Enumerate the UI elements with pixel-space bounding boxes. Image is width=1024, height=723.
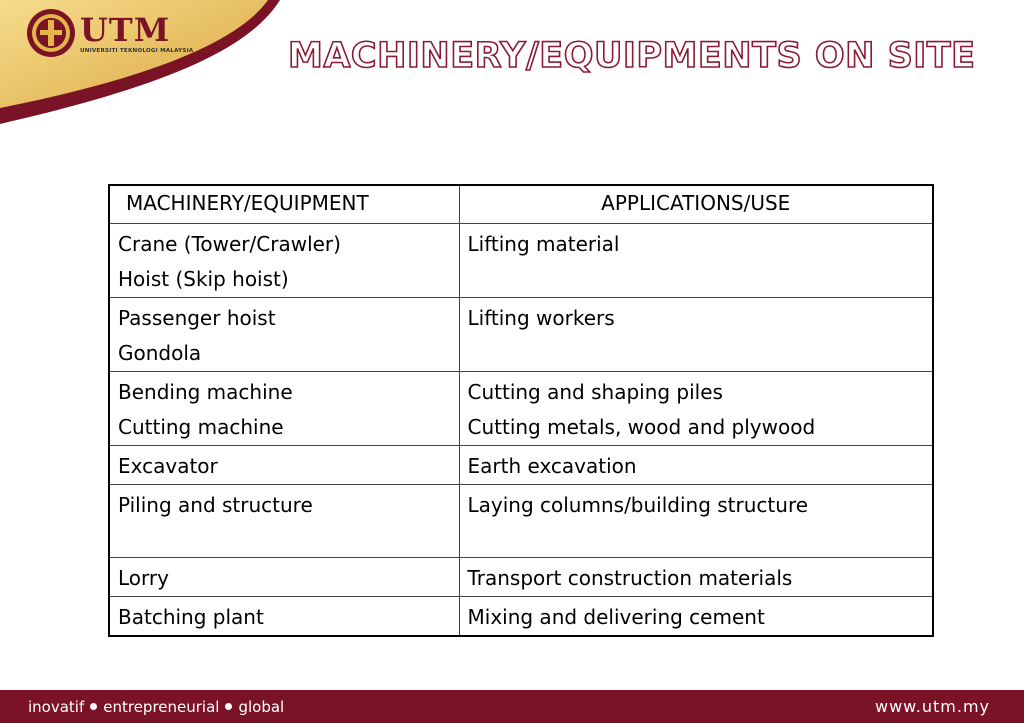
use-text: Laying columns/building structure — [467, 492, 809, 517]
machinery-name: Batching plant — [118, 604, 264, 629]
machinery-table — [108, 184, 934, 637]
tagline-global: global — [238, 697, 285, 716]
machinery-cell — [109, 297, 459, 371]
table-row — [109, 223, 933, 297]
header-machinery: MACHINERY/EQUIPMENT — [109, 185, 459, 223]
table-row — [109, 596, 933, 636]
table-row — [109, 557, 933, 596]
use-text: Lifting material — [467, 231, 620, 256]
use-cell — [459, 596, 933, 636]
table-row — [109, 371, 933, 445]
use-cell — [459, 484, 933, 557]
machinery-name: Gondola — [118, 340, 202, 365]
bullet-dot-icon — [225, 703, 232, 710]
use-text: Cutting metals, wood and plywood — [467, 414, 816, 439]
page-title: MACHINERY/EQUIPMENTS ON SITE — [288, 36, 976, 76]
machinery-cell — [109, 223, 459, 297]
use-text: Earth excavation — [467, 453, 637, 478]
use-text: Cutting and shaping piles — [467, 379, 723, 404]
machinery-cell — [109, 371, 459, 445]
footer-url: www.utm.my — [874, 697, 990, 716]
use-text: Lifting workers — [467, 305, 615, 330]
machinery-cell — [109, 445, 459, 484]
logo-subtitle: UNIVERSITI TEKNOLOGI MALAYSIA — [80, 47, 194, 54]
table-header-row — [109, 185, 933, 223]
machinery-name: Passenger hoist — [118, 305, 276, 330]
footer-bar — [0, 690, 1024, 723]
utm-logo — [26, 8, 193, 58]
footer-tagline — [28, 698, 284, 716]
use-text: Transport construction materials — [467, 565, 793, 590]
use-cell — [459, 445, 933, 484]
machinery-cell — [109, 557, 459, 596]
tagline-inovatif: inovatif — [28, 697, 85, 716]
table-row — [109, 484, 933, 557]
use-cell — [459, 371, 933, 445]
use-cell — [459, 297, 933, 371]
tagline-entrepreneurial: entrepreneurial — [103, 697, 220, 716]
machinery-name: Piling and structure — [118, 492, 313, 517]
machinery-name: Cutting machine — [118, 414, 284, 439]
machinery-name: Excavator — [118, 453, 218, 478]
bullet-dot-icon — [90, 703, 97, 710]
machinery-name: Hoist (Skip hoist) — [118, 266, 289, 291]
machinery-cell — [109, 596, 459, 636]
machinery-cell — [109, 484, 459, 557]
machinery-name: Lorry — [118, 565, 169, 590]
use-text: Mixing and delivering cement — [467, 604, 765, 629]
use-cell — [459, 557, 933, 596]
header-applications: APPLICATIONS/USE — [459, 185, 933, 223]
machinery-name: Bending machine — [118, 379, 293, 404]
table-row — [109, 445, 933, 484]
logo-wordmark: UTM — [80, 10, 171, 49]
use-cell — [459, 223, 933, 297]
utm-seal-icon — [26, 8, 76, 58]
machinery-name: Crane (Tower/Crawler) — [118, 231, 341, 256]
table-row — [109, 297, 933, 371]
